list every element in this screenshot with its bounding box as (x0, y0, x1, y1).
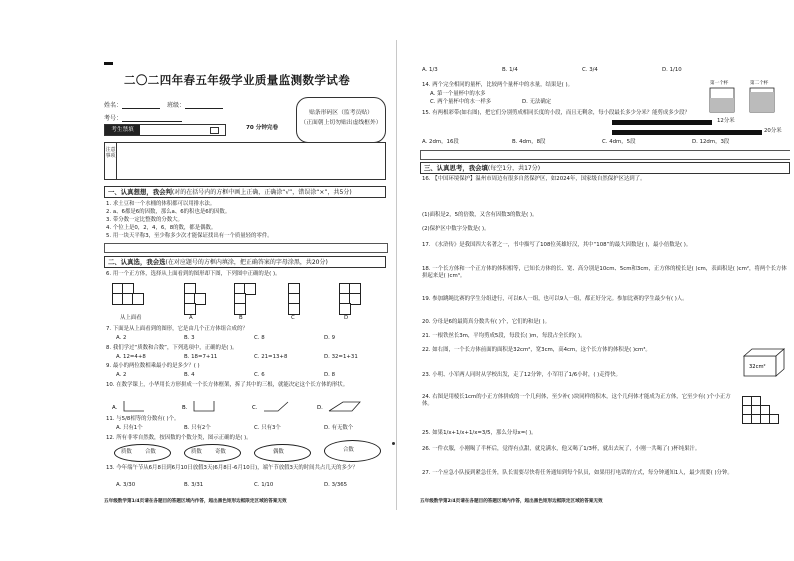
svg-text:第二个杯: 第二个杯 (750, 81, 769, 86)
barcode-sticker-area: 贴条形码区（监考员贴） （正面朝上切勿贴出虚线框外） (296, 97, 386, 143)
q22-cuboid-figure (740, 346, 788, 378)
q12-option-c-figure: 偶数 (254, 444, 311, 462)
section-2-header: 二、认真选，我会选(在对应题号的方框内填涂，把正确答案的字母涂黑，共20分) (104, 256, 386, 268)
q13-cont-option-d: D. 1/10 (662, 67, 682, 73)
question-26: 26. 一件衣服，小刚喝了半杯后，觉得有点甜，就兑满水，他又喝了1/3杯，就出去玩了，小刚一共喝了( )杯纯果汁。 (422, 446, 701, 452)
q24-block-figure (742, 396, 782, 424)
q9-option-c: C. 6 (254, 372, 265, 378)
q8-option-b: B. 18=7+11 (184, 354, 218, 360)
scan-speck (392, 442, 395, 445)
question-21: 21. 一根铁丝长3m，平均剪成5段，每段长( )m，每段占全长的( )。 (422, 333, 586, 339)
question-19: 19. 参加跳绳比赛的学生分组进行，可以6人一组，也可以9人一组，都正好分完。参加比赛的学生最少有( )人。 (422, 296, 688, 302)
registration-mark (104, 62, 113, 65)
question-9: 9. 最小的两位数相乘最小的是多少？( ) (106, 363, 200, 369)
q11-option-d: D. 有无数个 (324, 425, 354, 431)
q15-ribbon-long (612, 130, 762, 135)
class-field[interactable]: 班级： (167, 100, 223, 109)
right-page (402, 0, 790, 561)
question-23: 23. 小明、小军两人同时从学校出发，走了12分钟，小军用了1/6小时，( )走得快。 (422, 372, 621, 378)
question-15: 15. 有两根彩带(如右图)，把它们分别剪成相同长度的小段，而且无剩余，每小段最长多少分米？能剪成多少段？ (422, 110, 690, 116)
page-divider (396, 40, 397, 510)
question-27: 27. 一个应急小队接到紧急任务，队长需要尽快将任务通知到每个队员，如果用打电话的方式，每分钟通知1人，最少需要( )分钟。 (422, 470, 733, 476)
absent-checkbox[interactable] (210, 127, 219, 134)
q7-option-a: A. 2 (116, 335, 127, 341)
judge-answer-row[interactable] (104, 243, 388, 253)
question-22: 22. 如右图，一个长方体前面的面积是32cm²，宽3cm，高4cm，这个长方体的体积是( )cm³。 (422, 347, 651, 353)
q9-option-b: B. 4 (184, 372, 195, 378)
q9-option-a: A. 2 (116, 372, 127, 378)
question-14: 14. 两个完全相同的量杯，比较两个量杯中的水量，结果是( )。 (422, 82, 573, 88)
question-6: 6. 用一个正方体，选择从上面看到的图形却下图，下列图中正确的是( )。 (106, 271, 281, 277)
q10-option-d: D. (317, 405, 323, 411)
q14-option-a: A. 第一个量杯中的水多 (430, 91, 486, 97)
exam-title: 二〇二四年春五年级学业质量监测数学试卷 (124, 73, 351, 87)
q13-option-b: B. 3/31 (184, 482, 204, 488)
left-footer: 五年级数学第1/4页请在各题目的答题区域内作答，超出黑色矩形边框限定区域的答案无效 (104, 499, 287, 504)
q12-option-b-figure: 质数 奇数 (184, 444, 241, 462)
left-page (4, 0, 392, 561)
choice-answer-row[interactable] (420, 150, 790, 160)
q10-option-c: C. (252, 405, 258, 411)
q14-option-c: C. 两个量杯中的水一样多 (430, 99, 492, 105)
q8-option-c: C. 21=13+8 (254, 354, 288, 360)
q10-option-b: B. (182, 405, 188, 411)
q6-option-b: B (239, 315, 243, 321)
question-17: 17. 《水浒传》是我国四大名著之一，书中描写了108位英雄好汉，其中“108”的最大因数是( )，最小倍数是( )。 (422, 242, 692, 248)
candidate-do-not-fill: 考生禁填 (104, 124, 226, 136)
q15-option-a: A. 2dm，16段 (422, 139, 459, 145)
q15-ribbon-long-label: 20分米 (764, 128, 782, 134)
q10-option-a: A. (112, 405, 118, 411)
question-3: 3. 带分数一定比整数的分数大。 (106, 217, 183, 223)
question-1: 1. 求土豆和一个水桶的体积都可以用排水法。 (106, 201, 216, 207)
q13-cont-option-c: C. 3/4 (582, 67, 598, 73)
question-12: 12. 所有非零自然数，按因数的个数分类，图示正确的是( )。 (106, 435, 252, 441)
question-16: 16. 【中国环境保护】温州市周边有很多自然保护区，如2024年，国家级自然保护区达到了。 (422, 176, 646, 182)
exam-time: 70 分钟完卷 (246, 125, 279, 131)
q14-beakers-figure (702, 78, 786, 118)
q6-caption: 从上面看 (120, 315, 142, 321)
question-2: 2. a、6都是6的因数，那么a、6的积也是6的因数。 (106, 209, 231, 215)
q12-option-a-figure: 质数 合数 (114, 444, 171, 462)
q7-option-d: D. 9 (324, 335, 336, 341)
instructions-box (104, 142, 386, 180)
q6-option-c: C (291, 315, 295, 321)
q13-cont-option-b: B. 1/4 (502, 67, 518, 73)
question-4: 4. 个位上是0，2，4，6，8的数，都是偶数。 (106, 225, 217, 231)
section-1-header: 一、认真想想，我会判(对的在括号内的方框中画上正确，正确涂“√”，错误涂“×”，共5分) (104, 186, 386, 198)
question-7: 7. 下面是从上面看到的图形，它是由几个正方体组合成的？ (106, 326, 248, 332)
q8-option-d: D. 32=1+31 (324, 354, 358, 360)
q15-option-d: D. 12dm，3段 (692, 139, 730, 145)
q13-option-a: A. 3/30 (116, 482, 136, 488)
exam-no-field[interactable]: 考号： (104, 113, 182, 122)
svg-text:第一个杯: 第一个杯 (710, 81, 729, 86)
question-13: 13. 今年端午节从6月8日到6月10日放假3天(6月8日-6月10日)，端午节放假3天的时间共占几天的多少？ (106, 465, 358, 471)
question-24: 24. 右图是用棱长1cm的小正方体拼成的一个几何体，至少补( )块同样的积木，这个几何体才能成为正方体，它至少有( )个小正方体。 (422, 394, 731, 407)
q6-option-a: A (189, 315, 193, 321)
q12-option-d-figure: 合数 (324, 440, 381, 462)
q22-area-label: 32cm² (749, 364, 766, 370)
q15-ribbon-short-label: 12分米 (717, 118, 735, 124)
name-field[interactable]: 姓名： (104, 100, 160, 109)
question-5: 5. 用一块天平称3，至少称多少次才能保证找出有一个质量轻的零件。 (106, 233, 273, 239)
q6-option-d: D (344, 315, 349, 321)
q16-sub-1: (1)面积是2，5的倍数，又含有因数3的数是( )。 (422, 212, 538, 218)
q15-option-b: B. 4dm，8段 (512, 139, 546, 145)
q11-option-c: C. 只有3个 (254, 425, 281, 431)
q7-option-b: B. 3 (184, 335, 195, 341)
q13-option-c: C. 1/10 (254, 482, 274, 488)
q6-reference-figure (112, 283, 152, 313)
section-3-header: 三、认真思考，我会填(每空1分，共17分) (420, 162, 790, 174)
q13-cont-option-a: A. 1/3 (422, 67, 438, 73)
right-footer: 五年级数学第2/4页请在各题目的答题区域内作答，超出黑色矩形边框限定区域的答案无效 (420, 499, 603, 504)
q11-option-b: B. 只有2个 (184, 425, 211, 431)
question-18: 18. 一个长方体和一个正方体的体积相等，已知长方体的长、宽、高分别是10cm、5cm和3cm，正方体的棱长是( )cm，表面积是( )cm²，将两个长方体拼起来是( )cm³。 (422, 266, 787, 279)
q7-option-c: C. 8 (254, 335, 265, 341)
q8-option-a: A. 12=4+8 (116, 354, 146, 360)
question-25: 25. 如果1/x+1/x+1/x=3/5，那么分母x=( )。 (422, 430, 537, 436)
instructions-label: 注意事项 (105, 143, 117, 179)
q10-options-figure (112, 398, 392, 414)
q16-sub-2: (2)保护区中数字分数是( )。 (422, 226, 490, 232)
q13-option-d: D. 3/365 (324, 482, 348, 488)
question-11: 11. 与5/8相等的分数有( )个。 (106, 416, 180, 422)
question-20: 20. 分母是6的最简真分数共有( )个，它们的和是( )。 (422, 319, 550, 325)
q9-option-d: D. 8 (324, 372, 336, 378)
q11-option-a: A. 只有1个 (116, 425, 143, 431)
q14-option-d: D. 无法确定 (522, 99, 552, 105)
q15-ribbon-short (612, 120, 712, 125)
question-8: 8. 我们学过“质数和合数”，下列选项中，正确的是( )。 (106, 345, 238, 351)
question-10: 10. 在数学课上，小华用长方形拼成一个长方体框架，拆了其中的三根，就能决定这个长方体的形状。 (106, 382, 349, 388)
q15-option-c: C. 4dm，5段 (602, 139, 636, 145)
